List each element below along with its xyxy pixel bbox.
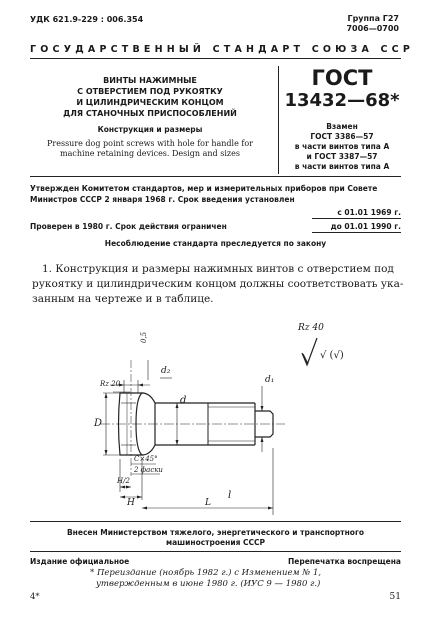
- L-label: L: [205, 498, 211, 508]
- approval-line: Министров СССР 2 января 1968 г. Срок введения установлен: [30, 195, 295, 204]
- title-line: ВИНТЫ НАЖИМНЫЕ: [103, 76, 197, 85]
- udk-code: УДК 621.9-229 : 006.354: [30, 15, 144, 24]
- title-line: С ОТВЕРСТИЕМ ПОД РУКОЯТКУ: [77, 87, 223, 96]
- h2-label: H/2: [117, 477, 130, 485]
- approval-line: Утвержден Комитетом стандартов, мер и измерительных приборов при Совете: [30, 184, 378, 193]
- footer-rule: [30, 521, 401, 522]
- rz20-label: Rz 20: [100, 380, 121, 388]
- paragraph-line: занным на чертеже и в таблице.: [32, 293, 214, 305]
- checked-line: Проверен в 1980 г. Срок действия ограничен: [30, 222, 227, 231]
- roughness-symbol: √ (√): [320, 350, 344, 361]
- d1-label: d₁: [265, 375, 275, 385]
- title-subtitle: Конструкция и размеры: [97, 125, 203, 134]
- title-line: ДЛЯ СТАНОЧНЫХ ПРИСПОСОБЛЕНИЙ: [63, 109, 237, 118]
- d-label: d: [180, 395, 187, 406]
- footer-rule: [30, 551, 401, 552]
- reissue-note: утвержденным в июне 1980 г. (ИУС 9 — 1980 г.): [96, 579, 321, 589]
- title-line: И ЦИЛИНДРИЧЕСКИМ КОНЦОМ: [76, 98, 224, 107]
- roughness-label: Rz 40: [298, 323, 324, 333]
- paragraph-line: 1. Конструкция и размеры нажимных винтов с отверстием под: [42, 263, 394, 275]
- introduced-line: машиностроения СССР: [165, 538, 266, 547]
- replaces-label: Взамен: [326, 122, 358, 131]
- page-number: 51: [389, 592, 401, 602]
- reissue-note: * Переиздание (ноябрь 1982 г.) с Изменением № 1,: [90, 568, 322, 578]
- okp-code: 7006—0700: [346, 24, 399, 33]
- official-edition: Издание официальное: [30, 557, 130, 566]
- date-to: до 01.01 1990 г.: [330, 222, 401, 231]
- reprint-notice: Перепечатка воспрещена: [287, 557, 401, 566]
- english-line: machine retaining devices. Design and sizes: [60, 149, 240, 158]
- english-line: Pressure dog point screws with hole for handle for: [47, 139, 253, 148]
- replaced-standard: и ГОСТ 3387—57: [306, 152, 378, 161]
- replaced-standard: ГОСТ 3386—57: [310, 132, 374, 141]
- paragraph-line: рукоятку и цилиндрическим концом должны соответствовать ука-: [32, 278, 404, 290]
- gost-number: 13432—68*: [284, 90, 400, 111]
- facets-label: 2 фаски: [134, 466, 163, 474]
- H-label: H: [127, 498, 135, 508]
- half-dimension: 0,5: [140, 331, 148, 343]
- replaced-note: в части винтов типа А: [294, 162, 390, 171]
- date-from: с 01.01 1969 г.: [337, 208, 401, 217]
- legal-notice: Несоблюдение стандарта преследуется по закону: [104, 239, 327, 248]
- D-label: D: [94, 418, 103, 429]
- introduced-by: [30, 528, 401, 548]
- chamfer-label: C×45°: [134, 455, 158, 463]
- page-signature: 4*: [30, 592, 40, 602]
- group-code: Группа Г27: [347, 14, 399, 23]
- replaced-note: в части винтов типа А: [294, 142, 390, 151]
- gost-label: ГОСТ: [311, 66, 373, 90]
- standard-banner: ГОСУДАРСТВЕННЫЙ СТАНДАРТ СОЮЗА ССР: [30, 44, 415, 55]
- d2-label: d₂: [161, 366, 171, 376]
- introduced-line: Внесен Министерством тяжелого, энергетического и транспортного: [66, 528, 365, 537]
- l-label: l: [228, 490, 232, 501]
